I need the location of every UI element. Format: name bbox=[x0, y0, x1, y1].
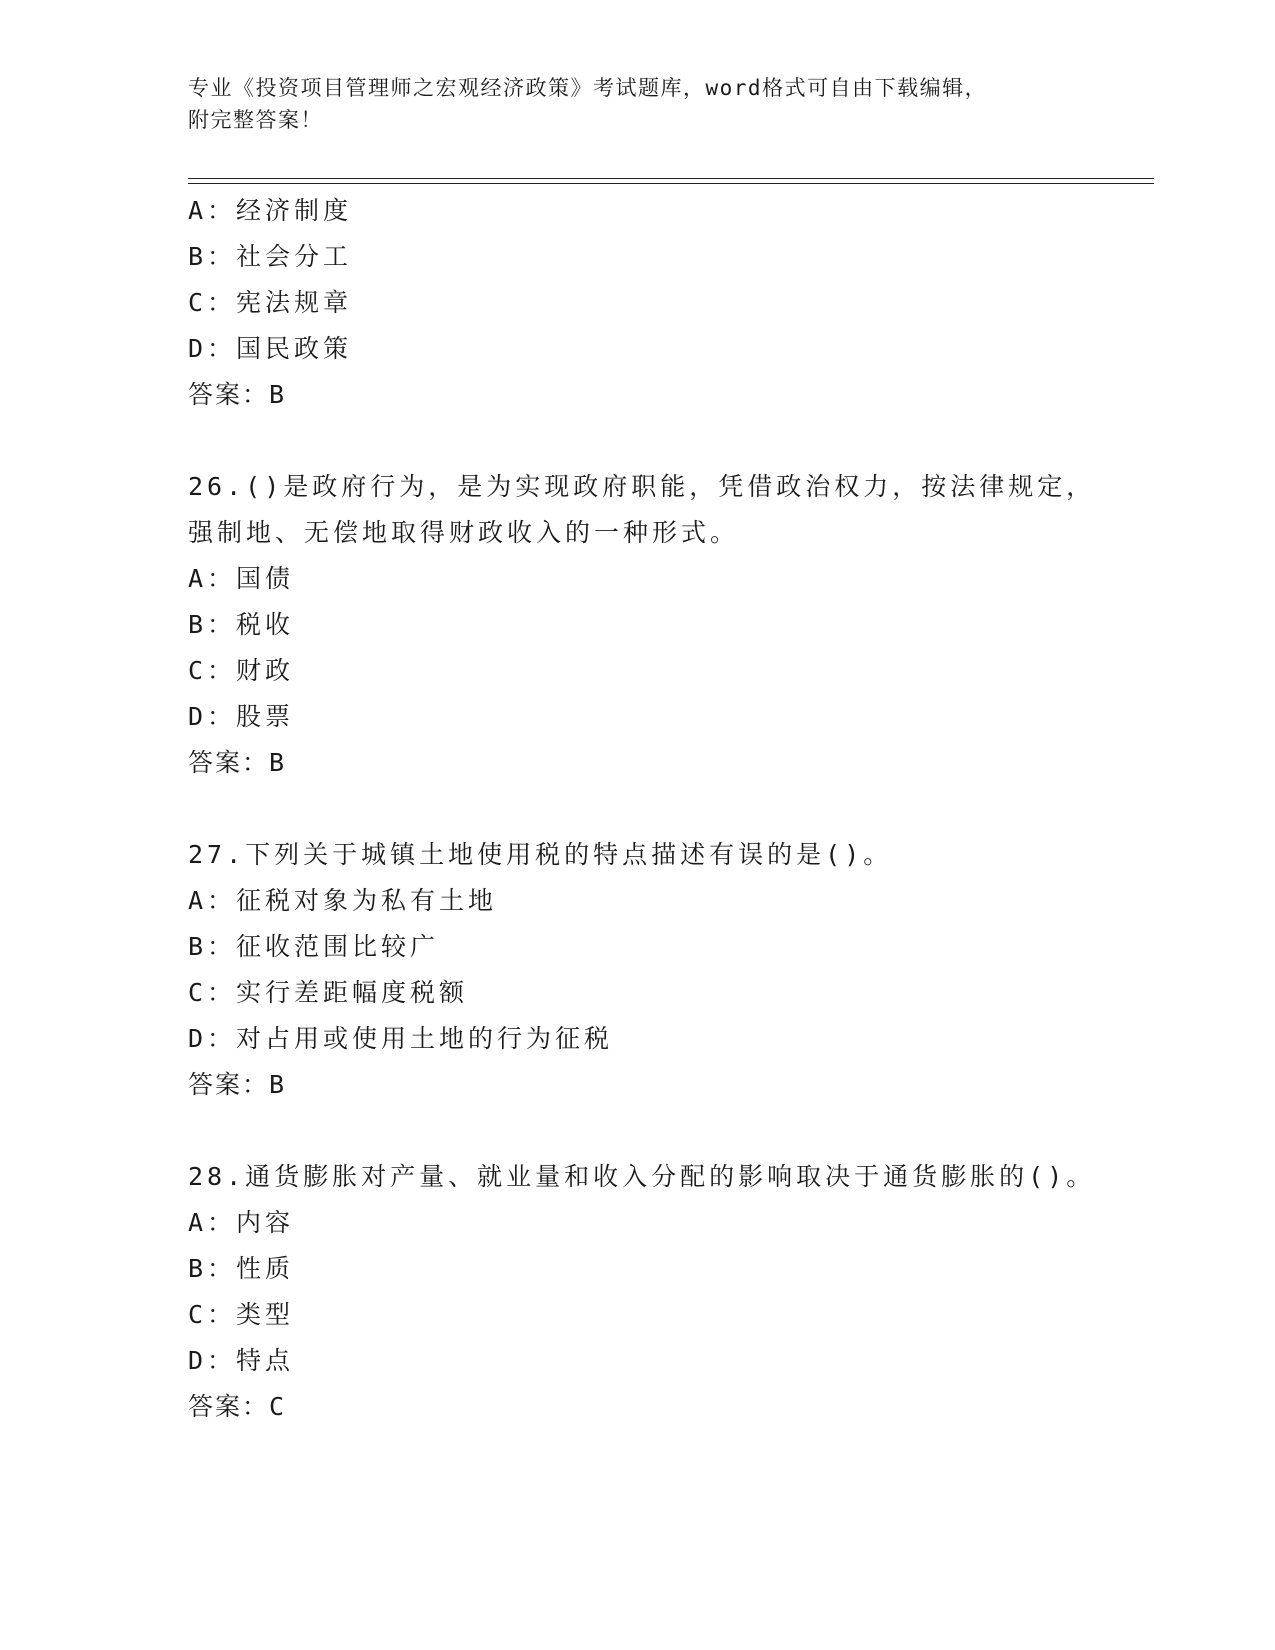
header-divider-top bbox=[188, 178, 1154, 179]
option-b: B：性质 bbox=[188, 1254, 295, 1283]
answer-line: 答案：B bbox=[188, 1070, 287, 1099]
option-d: D：对占用或使用土地的行为征税 bbox=[188, 1024, 614, 1053]
option-c: C：财政 bbox=[188, 656, 295, 685]
question-stem-line-1: 28.通货膨胀对产量、就业量和收入分配的影响取决于通货膨胀的()。 bbox=[188, 1162, 1096, 1191]
answer-line: 答案：B bbox=[188, 748, 287, 777]
question-28 bbox=[188, 1154, 1154, 1430]
option-c: C：宪法规章 bbox=[188, 288, 353, 317]
question-26 bbox=[188, 464, 1154, 786]
answer-line: 答案：C bbox=[188, 1392, 287, 1421]
document-header bbox=[188, 72, 1088, 136]
option-d: D：特点 bbox=[188, 1346, 295, 1375]
option-a: A：经济制度 bbox=[188, 196, 353, 225]
option-d: D：股票 bbox=[188, 702, 295, 731]
header-line-2: 附完整答案！ bbox=[188, 108, 323, 132]
option-b: B：税收 bbox=[188, 610, 295, 639]
option-b: B：社会分工 bbox=[188, 242, 353, 271]
question-27 bbox=[188, 832, 1154, 1108]
question-stem-line-1: 26.()是政府行为，是为实现政府职能，凭借政治权力，按法律规定， bbox=[188, 472, 1096, 501]
option-a: A：内容 bbox=[188, 1208, 295, 1237]
question-list bbox=[188, 188, 1154, 1476]
header-divider-bottom bbox=[188, 183, 1154, 184]
option-a: A：征税对象为私有土地 bbox=[188, 886, 498, 915]
option-b: B：征收范围比较广 bbox=[188, 932, 440, 961]
header-line-1: 专业《投资项目管理师之宏观经济政策》考试题库，word格式可自由下载编辑， bbox=[188, 76, 988, 100]
option-c: C：类型 bbox=[188, 1300, 295, 1329]
option-a: A：国债 bbox=[188, 564, 295, 593]
question-stem-line-1: 27.下列关于城镇土地使用税的特点描述有误的是()。 bbox=[188, 840, 893, 869]
question-25-continued bbox=[188, 188, 1154, 418]
answer-line: 答案：B bbox=[188, 380, 287, 409]
option-c: C：实行差距幅度税额 bbox=[188, 978, 469, 1007]
question-stem-line-2: 强制地、无偿地取得财政收入的一种形式。 bbox=[188, 518, 740, 547]
option-d: D：国民政策 bbox=[188, 334, 353, 363]
